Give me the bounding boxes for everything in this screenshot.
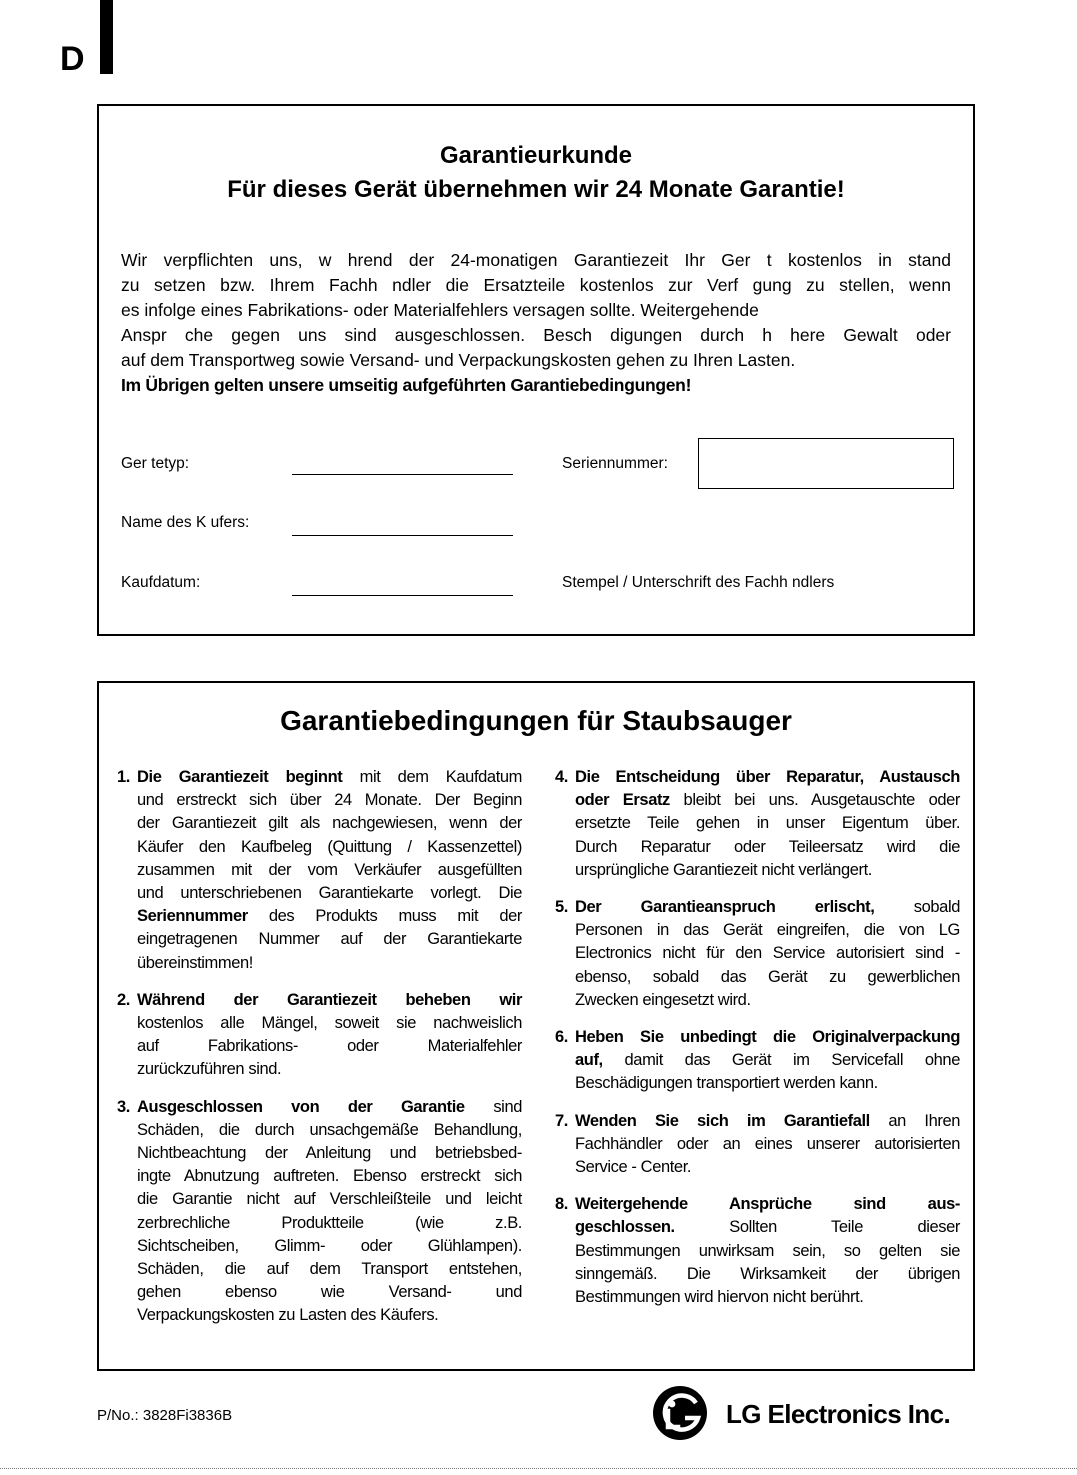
condition-item [555,896,960,1012]
condition-line: Service - Center. [575,1158,692,1177]
buyer-name-label: Name des K ufers: [121,514,250,531]
certificate-body-line: Anspr che gegen uns sind ausgeschlossen. Besch digungen durch h here Gewalt oder [121,325,951,345]
condition-line: Personen in das Gerät eingreifen, die von LG [575,921,960,940]
condition-line: auf, damit das Gerät im Servicefall ohne [575,1051,960,1070]
condition-line: Fachhändler oder an eines unserer autorisierten [575,1134,960,1153]
page-edge-divider [0,1468,1077,1469]
condition-item [555,766,960,882]
purchase-date-label: Kaufdatum: [121,574,201,591]
conditions-title: Garantiebedingungen für Staubsauger [280,705,792,736]
condition-line: eingetragenen Nummer auf der Garantiekarte [137,930,522,949]
condition-line: Electronics nicht für den Service autorisiert sind - [575,944,960,963]
condition-item [555,1193,960,1309]
condition-line: Zwecken eingesetzt wird. [575,990,751,1009]
condition-line: Verpackungskosten zu Lasten des Käufers. [137,1306,439,1325]
condition-number: 7. [555,1111,568,1130]
condition-line: Ausgeschlossen von der Garantie sind [137,1097,522,1116]
condition-line: ebenso, sobald das Gerät zu gewerblichen [575,967,960,986]
condition-item [117,766,522,975]
condition-line: der Garantiezeit gilt als nachgewiesen, wenn der [137,814,522,833]
lg-logo-icon [652,1385,708,1441]
certificate-conditions-note: Im Übrigen gelten unsere umseitig aufgeführten Garantiebedingungen! [121,375,692,395]
condition-line: sinngemäß. Die Wirksamkeit der übrigen [575,1264,960,1283]
certificate-title: Garantieurkunde [439,142,633,169]
certificate-subtitle: Für dieses Gerät übernehmen wir 24 Monate Garantie! [227,176,845,203]
language-marker-bar [100,0,113,74]
certificate-body-line: auf dem Transportweg sowie Versand- und Verpackungskosten gehen zu Ihren Lasten. [121,350,796,370]
condition-line: Weitergehende Ansprüche sind aus- [575,1195,960,1214]
certificate-body-line: Wir verpflichten uns, w hrend der 24-monatigen Garantiezeit Ihr Ger t kostenlos in stand [121,250,951,270]
condition-item [117,1096,522,1328]
condition-line: Heben Sie unbedingt die Originalverpackung [575,1028,960,1047]
condition-line: Der Garantieanspruch erlischt, sobald [575,898,960,917]
buyer-name-field[interactable] [292,535,513,536]
condition-line: Bestimmungen wird hiervon nicht berührt. [575,1288,864,1307]
condition-line: Während der Garantiezeit beheben wir [137,990,522,1009]
condition-line: auf Fabrikations- oder Materialfehler [137,1037,522,1056]
condition-number: 8. [555,1195,568,1214]
certificate-body-line: es infolge eines Fabrikations- oder Materialfehlers versagen sollte. Weitergehende [121,300,759,320]
condition-number: 1. [117,768,130,786]
condition-item [117,989,522,1082]
condition-number: 3. [117,1097,130,1116]
brand-name: LG Electronics Inc. [726,1399,951,1429]
condition-line: Durch Reparatur oder Teileersatz wird die [575,837,960,856]
condition-line: gehen ebenso wie Versand- und [137,1283,522,1302]
condition-line: Die Garantiezeit beginnt mit dem Kaufdatum [137,768,523,786]
condition-item [555,1026,960,1096]
condition-number: 4. [555,768,568,786]
condition-line: Beschädigungen transportiert werden kann. [575,1074,878,1093]
condition-line: Sichtscheiben, Glimm- oder Glühlampen). [137,1236,522,1255]
condition-line: die Garantie nicht auf Verschleißteile und leicht [137,1190,522,1209]
condition-line: Bestimmungen unwirksam sein, so gelten sie [575,1241,960,1260]
device-type-label: Ger tetyp: [121,455,190,472]
certificate-body [121,248,951,398]
condition-line: zusammen mit der vom Verkäufer ausgefüllten [137,860,522,879]
condition-number: 6. [555,1028,568,1047]
condition-line: ingte Abnutzung auftreten. Ebenso erstreckt sich [137,1167,522,1186]
condition-number: 2. [117,990,130,1009]
condition-line: ersetzte Teile gehen in unser Eigentum über. [575,814,960,833]
condition-line: zurückzuführen sind. [137,1060,282,1079]
condition-line: oder Ersatz bleibt bei uns. Ausgetauschte oder [575,791,960,810]
condition-line: Wenden Sie sich im Garantiefall an Ihren [575,1111,961,1130]
conditions-left-column [117,766,522,1342]
condition-line: und unterschriebenen Garantiekarte vorlegt. Die [137,884,522,903]
condition-line: und erstreckt sich über 24 Monate. Der Beginn [137,791,522,810]
serial-number-field[interactable] [698,438,954,489]
stamp-signature-label: Stempel / Unterschrift des Fachh ndlers [562,574,835,591]
serial-number-label: Seriennummer: [562,455,668,472]
condition-line: geschlossen. Sollten Teile dieser [575,1218,960,1237]
condition-line: Seriennummer des Produkts muss mit der [137,907,522,926]
condition-line: ursprüngliche Garantiezeit nicht verlängert. [575,860,872,879]
condition-line: Die Entscheidung über Reparatur, Austausch [575,768,960,786]
language-marker: D [60,40,85,78]
purchase-date-field[interactable] [292,595,513,596]
warranty-conditions-box [97,681,975,1371]
condition-line: Schäden, die auf dem Transport entstehen, [137,1260,522,1279]
condition-line: Käufer den Kaufbeleg (Quittung / Kassenzettel) [137,837,522,856]
condition-line: übereinstimmen! [137,953,253,972]
condition-line: Nichtbeachtung der Anleitung und betriebsbed- [137,1144,522,1163]
device-type-field[interactable] [292,474,513,475]
condition-line: Schäden, die durch unsachgemäße Behandlung, [137,1120,522,1139]
condition-line: kostenlos alle Mängel, soweit sie nachweislich [137,1014,522,1033]
warranty-certificate-box [97,104,975,636]
part-number: P/No.: 3828Fi3836B [97,1407,233,1424]
conditions-right-column [555,766,960,1323]
condition-number: 5. [555,898,568,917]
condition-item [555,1110,960,1180]
certificate-body-line: zu setzen bzw. Ihrem Fachh ndler die Ersatzteile kostenlos zur Verf gung zu stellen, wenn [121,275,951,295]
condition-line: zerbrechliche Produktteile (wie z.B. [137,1213,522,1232]
